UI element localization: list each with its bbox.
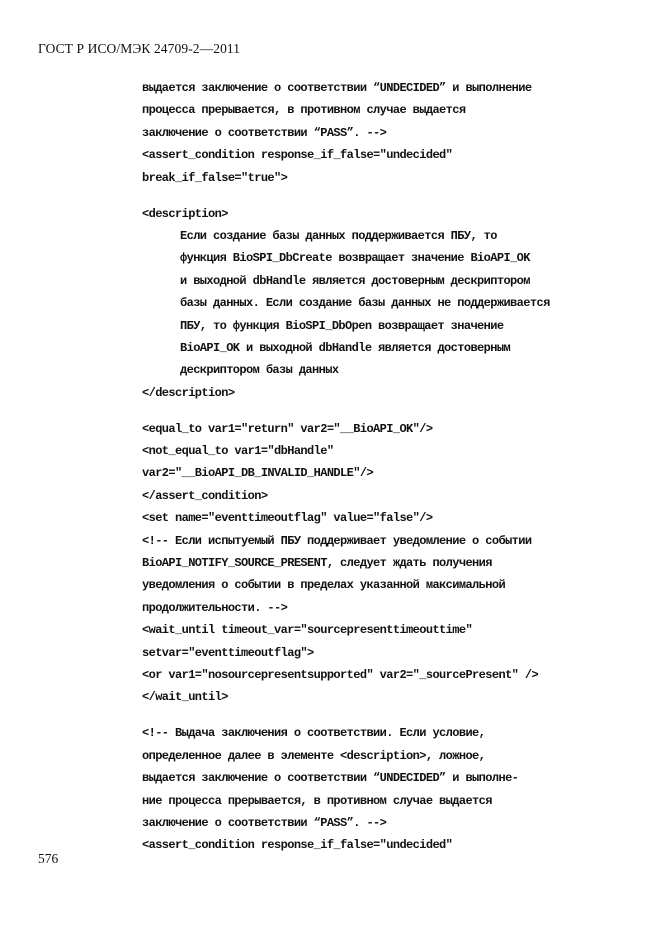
- code-line: </description>: [142, 385, 235, 400]
- code-line: <set name="eventtimeoutflag" value="false"/>: [142, 511, 433, 526]
- code-line: продолжительности. -->: [142, 600, 288, 615]
- code-line: </assert_condition>: [142, 488, 268, 503]
- code-listing: [142, 77, 612, 857]
- code-line: <or var1="nosourcepresentsupported" var2="_sourcePresent" />: [142, 667, 539, 682]
- code-line: ние процесса прерывается, в противном случае выдается: [142, 793, 492, 808]
- code-line: BioAPI_NOTIFY_SOURCE_PRESENT, следует ждать получения: [142, 556, 492, 570]
- code-line: заключение о соответствии “PASS”. -->: [142, 125, 387, 140]
- description-line: и выходной dbHandle является достоверным дескриптором: [180, 273, 530, 288]
- code-line: <assert_condition response_if_false="undecided": [142, 148, 453, 163]
- code-line: </wait_until>: [142, 690, 228, 705]
- paragraph-gap: [142, 189, 612, 203]
- code-line: <wait_until timeout_var="sourcepresenttimeouttime": [142, 623, 473, 638]
- code-line: <equal_to var1="return" var2="__BioAPI_OK"/>: [142, 421, 433, 436]
- code-line: break_if_false="true">: [142, 170, 288, 185]
- code-line: процесса прерывается, в противном случае выдается: [142, 103, 466, 118]
- description-line: функция BioSPI_DbCreate возвращает значение BioAPI_OK: [180, 251, 530, 266]
- code-line: <not_equal_to var1="dbHandle": [142, 444, 334, 459]
- code-line: <description>: [142, 206, 228, 221]
- code-line: setvar="eventtimeoutflag">: [142, 645, 314, 660]
- code-line: <!-- Выдача заключения о соответствии. Если условие,: [142, 726, 486, 741]
- description-line: дескриптором базы данных: [180, 363, 339, 378]
- code-line: <!-- Если испытуемый ПБУ поддерживает уведомление о событии: [142, 533, 532, 548]
- code-line: выдается заключение о соответствии “UNDECIDED” и выполнение: [142, 81, 532, 95]
- paragraph-gap: [142, 404, 612, 418]
- description-line: базы данных. Если создание базы данных не поддерживается: [180, 296, 550, 311]
- code-line: var2="__BioAPI_DB_INVALID_HANDLE"/>: [142, 466, 374, 481]
- code-line: <assert_condition response_if_false="undecided": [142, 838, 453, 853]
- code-line: уведомления о событии в пределах указанной максимальной: [142, 578, 506, 593]
- code-line: определенное далее в элементе <description>, ложное,: [142, 748, 486, 763]
- description-line: BioAPI_OK и выходной dbHandle является достоверным: [180, 340, 511, 355]
- description-line: Если создание базы данных поддерживается ПБУ, то: [180, 228, 497, 243]
- code-line: заключение о соответствии “PASS”. -->: [142, 815, 387, 830]
- page-number: 576: [38, 851, 59, 866]
- description-line: ПБУ, то функция BioSPI_DbOpen возвращает значение: [180, 318, 504, 333]
- paragraph-gap: [142, 709, 612, 723]
- code-line: выдается заключение о соответствии “UNDECIDED” и выполне-: [142, 771, 519, 786]
- document-header: ГОСТ Р ИСО/МЭК 24709-2—2011: [38, 41, 241, 56]
